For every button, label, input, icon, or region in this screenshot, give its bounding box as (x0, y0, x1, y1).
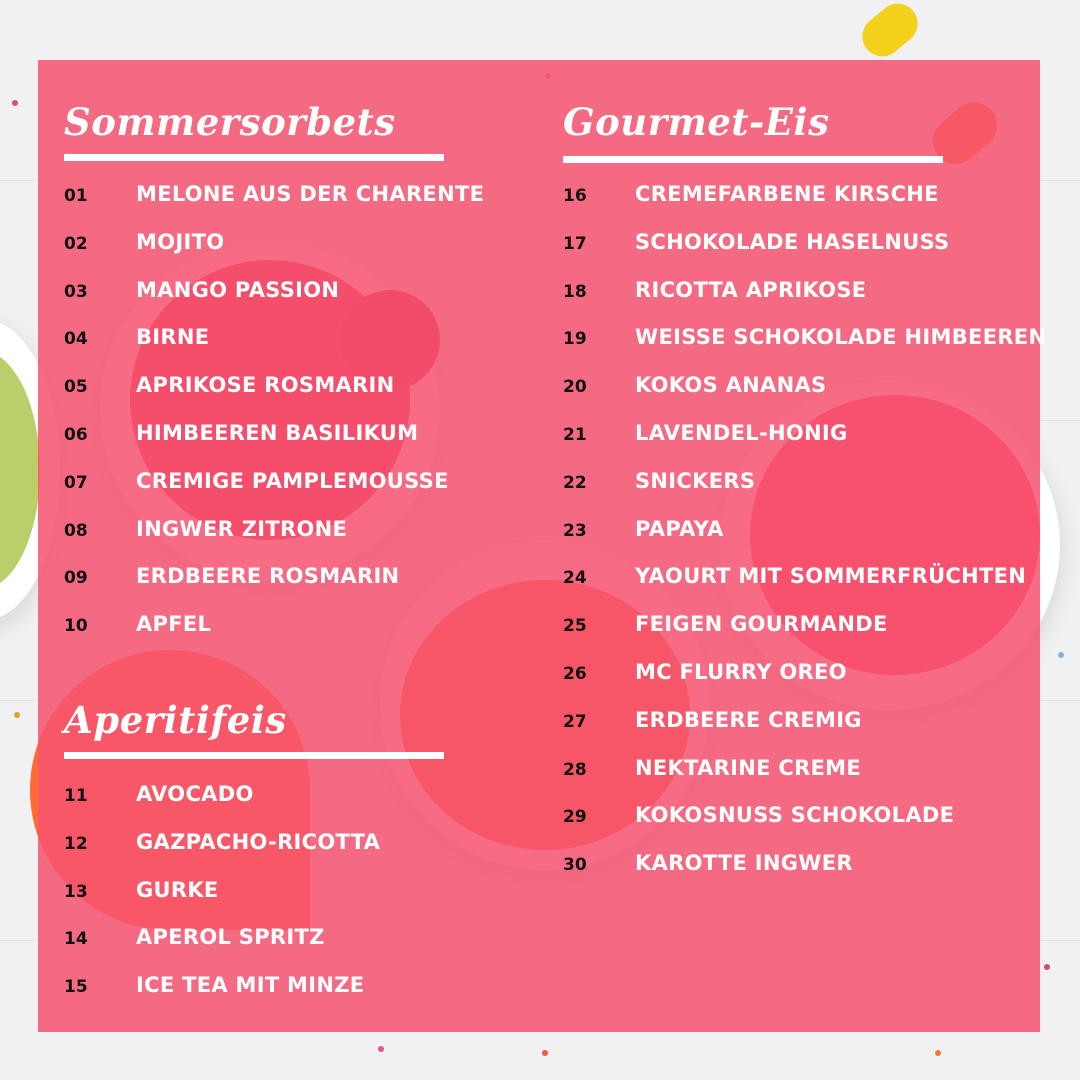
flavor-item (563, 229, 1033, 282)
flavor-item (64, 564, 484, 616)
flavor-item (563, 373, 1033, 425)
title-underline (64, 154, 444, 161)
flavor-name: SCHOKOLADE HASELNUSS (635, 229, 950, 254)
flavor-number: 20 (563, 377, 587, 398)
flavor-number: 06 (64, 424, 88, 445)
flavor-name: PAPAYA (635, 516, 724, 541)
flavor-number: 10 (64, 616, 88, 637)
flavor-item (64, 516, 484, 569)
flavor-name: LAVENDEL-HONIG (635, 420, 848, 445)
flavor-item (563, 325, 1047, 377)
flavor-name: YAOURT MIT SOMMERFRÜCHTEN (635, 564, 1027, 589)
flavor-name: KOKOS ANANAS (635, 373, 827, 398)
flavor-number: 21 (563, 424, 587, 445)
flavor-number: 18 (563, 281, 587, 302)
flavor-number: 02 (64, 233, 88, 254)
flavor-name: APRIKOSE ROSMARIN (136, 373, 395, 398)
flavor-number: 26 (563, 663, 587, 684)
flavor-item (563, 468, 1033, 521)
flavor-name: GAZPACHO-RICOTTA (136, 829, 381, 854)
flavor-number: 01 (64, 186, 88, 206)
flavor-number: 19 (563, 329, 587, 350)
flavor-name: ERDBEERE ROSMARIN (136, 564, 400, 589)
flavor-number: 13 (64, 881, 88, 902)
flavor-item (563, 851, 1033, 903)
flavor-name: FEIGEN GOURMANDE (635, 612, 888, 637)
flavor-name: RICOTTA APRIKOSE (635, 277, 867, 302)
flavor-name: AVOCADO (136, 782, 254, 806)
flavor-number: 23 (563, 520, 587, 541)
flavor-number: 22 (563, 472, 587, 493)
flavor-item (64, 373, 484, 425)
flavor-item (563, 707, 1033, 760)
flavor-number: 12 (64, 833, 88, 854)
flavor-item (563, 612, 1033, 664)
flavor-name: BIRNE (136, 325, 210, 350)
flavor-item (64, 468, 484, 521)
flavor-number: 25 (563, 616, 587, 637)
flavor-item (64, 829, 484, 882)
flavor-item (64, 325, 484, 377)
flavor-name: NEKTARINE CREME (635, 755, 862, 780)
flavor-item (563, 755, 1033, 808)
flavor-number: 04 (64, 329, 88, 350)
flavor-name: ERDBEERE CREMIG (635, 707, 862, 732)
section-title-sommersorbets: Sommersorbets (64, 100, 396, 144)
flavor-name: ICE TEA MIT MINZE (136, 973, 365, 998)
flavor-item (563, 803, 1033, 855)
flavor-number: 14 (64, 929, 88, 950)
flavor-item (64, 420, 484, 473)
flavor-name: APEROL SPRITZ (136, 925, 325, 950)
section-title-gourmet-eis: Gourmet-Eis (563, 100, 830, 144)
flavor-number: 11 (64, 786, 88, 806)
flavor-number: 07 (64, 472, 88, 493)
flavor-name: INGWER ZITRONE (136, 516, 348, 541)
flavor-item (64, 925, 484, 977)
flavor-name: MOJITO (136, 229, 225, 254)
flavor-item (563, 516, 1033, 569)
flavor-item (64, 277, 484, 330)
flavor-name: MANGO PASSION (136, 277, 340, 302)
flavor-number: 15 (64, 977, 88, 998)
flavor-item (64, 782, 484, 834)
title-underline (64, 752, 444, 759)
flavor-item (64, 229, 484, 282)
flavor-number: 30 (563, 855, 587, 876)
gourmet-eis-list (563, 182, 1047, 903)
flavor-name: MELONE AUS DER CHARENTE (136, 182, 485, 206)
flavor-name: KOKOSNUSS SCHOKOLADE (635, 803, 955, 828)
flavor-name: CREMIGE PAMPLEMOUSSE (136, 468, 449, 493)
flavor-item (563, 564, 1033, 616)
flavor-number: 08 (64, 520, 88, 541)
flavor-number: 27 (563, 711, 587, 732)
flavor-number: 28 (563, 759, 587, 780)
flavor-name: MC FLURRY OREO (635, 659, 847, 684)
aperitifeis-list (64, 782, 484, 1025)
flavor-name: APFEL (136, 612, 212, 637)
flavor-name: KAROTTE INGWER (635, 851, 853, 876)
flavor-number: 03 (64, 281, 88, 302)
flavor-item (64, 612, 484, 664)
flavor-item (64, 973, 484, 1025)
flavor-number: 29 (563, 807, 587, 828)
section-title-aperitifeis: Aperitifeis (64, 698, 287, 742)
flavor-number: 16 (563, 186, 587, 206)
flavor-name: CREMEFARBENE KIRSCHE (635, 182, 939, 206)
flavor-number: 24 (563, 568, 587, 589)
title-underline (563, 156, 943, 163)
flavor-number: 17 (563, 233, 587, 254)
flavor-item (563, 659, 1033, 712)
sommersorbets-list (64, 182, 485, 664)
flavor-number: 09 (64, 568, 88, 589)
flavor-name: SNICKERS (635, 468, 756, 493)
flavor-item (563, 420, 1033, 473)
flavor-number: 05 (64, 377, 88, 398)
flavor-item (563, 182, 1033, 234)
flavor-item (64, 182, 485, 234)
flavor-name: GURKE (136, 877, 219, 902)
flavor-name: WEISSE SCHOKOLADE HIMBEEREN (635, 325, 1047, 350)
flavor-item (64, 877, 484, 930)
flavor-item (563, 277, 1033, 330)
flavor-name: HIMBEEREN BASILIKUM (136, 420, 419, 445)
